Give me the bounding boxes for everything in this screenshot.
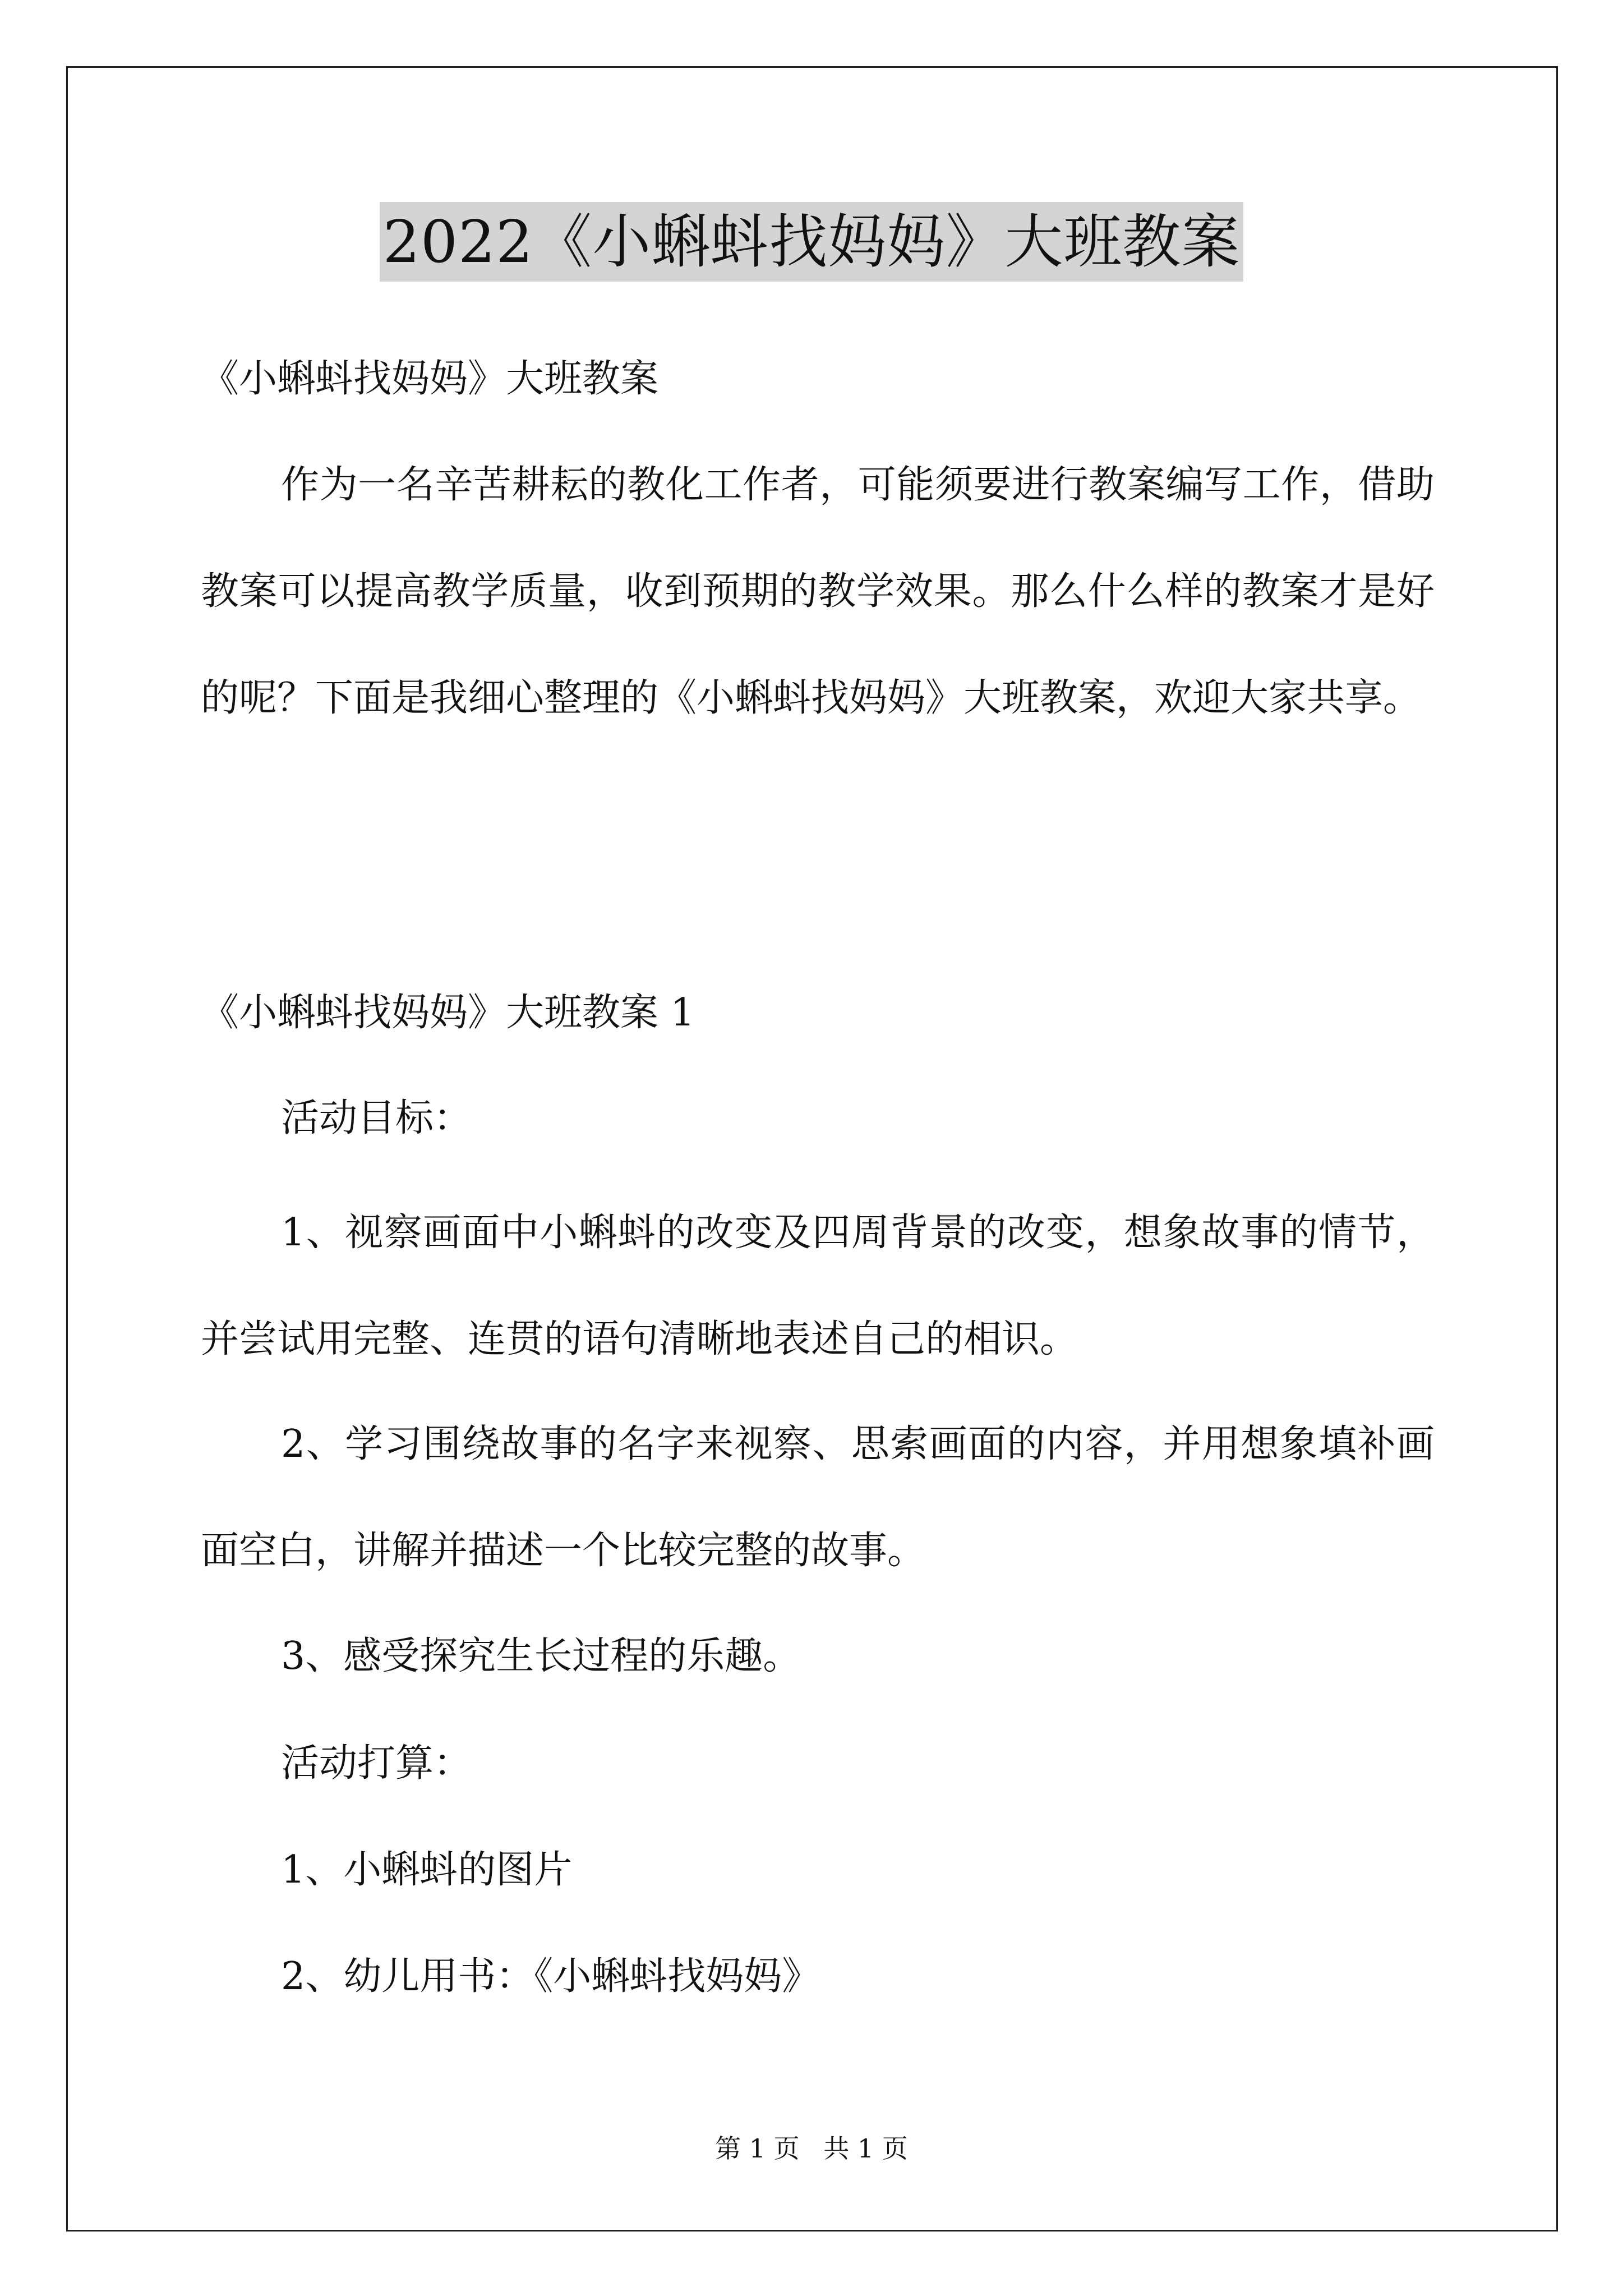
section-heading: 《小蝌蚪找妈妈》大班教案 1 [201,991,695,1035]
page-footer [0,2132,1623,2165]
subtitle: 《小蝌蚪找妈妈》大班教案 [201,357,659,401]
goals-label: 活动目标： [281,1096,472,1140]
prep-item-1: 1、小蝌蚪的图片 [281,1848,573,1892]
page-number: 第 1 页 [715,2133,800,2164]
title-container [0,202,1623,282]
prep-label: 活动打算： [281,1741,472,1786]
page-total: 共 1 页 [823,2133,908,2164]
goal-item-2: 2、学习围绕故事的名字来视察、思索画面的内容，并用想象填补画面空白，讲解并描述一个比较完整的故事。 [201,1422,1435,1573]
prep-item-2: 2、幼儿用书：《小蝌蚪找妈妈》 [281,1954,820,1999]
goal-item-3: 3、感受探究生长过程的乐趣。 [281,1634,801,1678]
document-title: 2022《小蝌蚪找妈妈》大班教案 [380,202,1244,282]
intro-paragraph: 作为一名辛苦耕耘的教化工作者，可能须要进行教案编写工作，借助教案可以提高教学质量，收到预期的教学效果。那么什么样的教案才是好的呢？下面是我细心整理的《小蝌蚪找妈妈》大班教案，欢迎大家共享。 [201,463,1435,720]
goal-item-1: 1、视察画面中小蝌蚪的改变及四周背景的改变，想象故事的情节，并尝试用完整、连贯的语句清晰地表述自己的相识。 [201,1211,1435,1361]
